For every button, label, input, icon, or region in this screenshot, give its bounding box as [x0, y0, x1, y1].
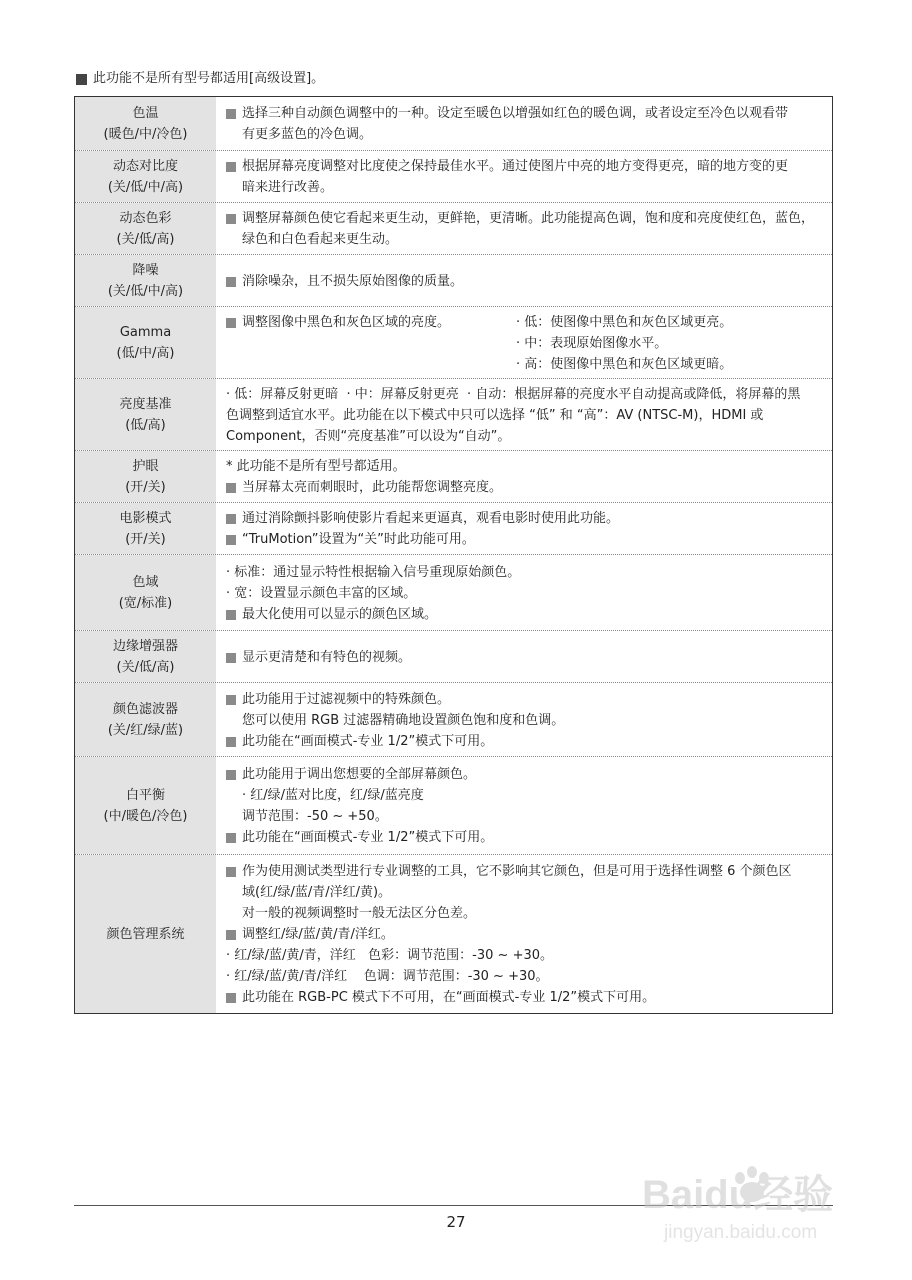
setting-description-cell: [216, 203, 832, 254]
gamma-option-line: · 高：使图像中黑色和灰色区域更暗。: [516, 357, 733, 372]
description-text: 根据屏幕亮度调整对比度使之保持最佳水平。通过使图片中亮的地方变得更亮，暗的地方变的更: [242, 159, 789, 174]
setting-name: 颜色管理系统: [106, 926, 185, 942]
setting-options: (关/低/高): [116, 231, 175, 247]
square-bullet-icon: [226, 867, 236, 877]
description-text: 此功能用于调出您想要的全部屏幕颜色。: [242, 767, 477, 782]
setting-name-cell: [75, 255, 216, 306]
setting-name: 电影模式: [119, 510, 172, 526]
description-text: 最大化使用可以显示的颜色区域。: [242, 606, 438, 622]
description-line: [226, 508, 822, 529]
square-bullet-icon: [226, 162, 236, 172]
description-line: [226, 271, 822, 292]
setting-name: 降噪: [132, 262, 159, 278]
description-text: · 红/绿/蓝对比度，红/绿/蓝亮度: [242, 788, 424, 803]
setting-options: (关/低/中/高): [107, 179, 184, 195]
gamma-option-line: · 中：表现原始图像水平。: [516, 336, 668, 351]
setting-options: (低/中/高): [116, 345, 175, 361]
description-text: 通过消除颤抖影响使影片看起来更逼真，观看电影时使用此功能。: [242, 511, 620, 526]
description-text: 域(红/绿/蓝/青/洋红/黄)。: [242, 885, 392, 900]
description-text: · 红/绿/蓝/黄/青/洋红 色调：调节范围：-30 ~ +30。: [226, 969, 549, 984]
description-line: [226, 405, 822, 426]
description-text: 调整红/绿/蓝/黄/青/洋红。: [242, 927, 394, 942]
description-line: [226, 604, 822, 625]
setting-name: 边缘增强器: [112, 638, 178, 654]
setting-description-cell: [216, 631, 832, 682]
setting-name: 色温: [132, 105, 159, 121]
setting-options: (关/低/高): [116, 659, 175, 675]
page-number: 27: [446, 1213, 466, 1231]
description-line: [226, 827, 822, 848]
baidu-watermark-logo: [642, 1150, 852, 1245]
description-line: [226, 103, 822, 124]
description-text: 此功能在“画面模式-专业 1/2”模式下可用。: [242, 830, 494, 845]
setting-description-cell: [216, 451, 832, 502]
setting-name: 护眼: [132, 458, 159, 474]
description-line: [226, 861, 822, 882]
table-row: [75, 255, 832, 307]
description-line: [226, 477, 822, 498]
setting-name: 动态对比度: [112, 158, 178, 174]
description-line: [226, 689, 822, 710]
description-line: [226, 764, 822, 785]
description-text: 调整图像中黑色和灰色区域的亮度。: [242, 315, 451, 330]
table-row: [75, 631, 832, 683]
setting-name-cell: [75, 307, 216, 378]
setting-description-cell: [216, 97, 832, 150]
description-text: 消除噪杂，且不损失原始图像的质量。: [242, 273, 464, 289]
setting-name-cell: [75, 203, 216, 254]
table-row: [75, 555, 832, 631]
description-line: [226, 945, 822, 966]
description-text: 有更多蓝色的冷色调。: [242, 127, 373, 142]
square-bullet-icon: [226, 930, 236, 940]
header-note: [76, 70, 324, 88]
description-text: 调整屏幕颜色使它看起来更生动，更鲜艳，更清晰。此功能提高色调，饱和度和亮度使红色，蓝色，: [242, 211, 815, 226]
setting-name-cell: [75, 451, 216, 502]
description-text: 此功能在 RGB-PC 模式下不可用，在“画面模式-专业 1/2”模式下可用。: [242, 990, 656, 1005]
description-text: 选择三种自动颜色调整中的一种。设定至暖色以增强如红色的暖色调，或者设定至冷色以观看带: [242, 106, 789, 121]
table-row: [75, 97, 832, 151]
setting-name: 色域: [132, 574, 159, 590]
setting-name: 动态色彩: [119, 210, 172, 226]
square-bullet-icon: [226, 770, 236, 780]
setting-name-cell: [75, 503, 216, 554]
description-line: [226, 785, 822, 806]
description-line: [226, 924, 822, 945]
setting-options: (关/低/中/高): [107, 283, 184, 299]
description-text: 此功能在“画面模式-专业 1/2”模式下可用。: [242, 733, 494, 749]
setting-name: Gamma: [119, 324, 172, 340]
table-row: [75, 451, 832, 503]
setting-description-cell: [216, 255, 832, 306]
description-text: · 红/绿/蓝/黄/青，洋红 色彩：调节范围：-30 ~ +30。: [226, 948, 554, 963]
description-line: [226, 562, 822, 583]
description-line: [226, 647, 822, 668]
description-line: [226, 987, 822, 1008]
description-line: [226, 456, 822, 477]
setting-options: (开/关): [125, 479, 166, 495]
square-bullet-icon: [226, 318, 236, 328]
description-text: · 低：屏幕反射更暗 · 中：屏幕反射更亮 · 自动：根据屏幕的亮度水平自动提高或降低，将屏幕的黑: [226, 386, 801, 402]
description-text: · 标准：通过显示特性根据输入信号重现原始颜色。: [226, 564, 521, 580]
description-line: [226, 731, 822, 752]
description-text: Component，否则“亮度基准”可以设为“自动”。: [226, 428, 511, 444]
table-row: [75, 379, 832, 451]
setting-options: (低/高): [125, 417, 166, 433]
description-text: * 此功能不是所有型号都适用。: [226, 459, 406, 474]
description-line: [226, 229, 822, 250]
description-line: [226, 384, 822, 405]
description-text: “TruMotion”设置为“关”时此功能可用。: [242, 532, 475, 547]
gamma-option-line: · 低：使图像中黑色和灰色区域更亮。: [516, 315, 733, 330]
description-line: [226, 208, 822, 229]
square-bullet-icon: [226, 737, 236, 747]
setting-options: (关/红/绿/蓝): [107, 722, 184, 738]
square-bullet-icon: [226, 535, 236, 545]
description-line: [226, 529, 822, 550]
description-line: [226, 312, 516, 375]
settings-table: [74, 96, 833, 1014]
setting-name-cell: [75, 683, 216, 756]
description-line: [226, 966, 822, 987]
description-text: 作为使用测试类型进行专业调整的工具，它不影响其它颜色，但是可用于选择性调整 6 个颜色区: [242, 864, 792, 879]
square-bullet-icon: [226, 514, 236, 524]
description-line: [226, 806, 822, 827]
table-row: [75, 683, 832, 757]
table-row: [75, 757, 832, 855]
description-line: [226, 583, 822, 604]
setting-name: 颜色滤波器: [112, 701, 178, 717]
setting-name: 亮度基准: [119, 396, 172, 412]
setting-name-cell: [75, 631, 216, 682]
table-row: [75, 151, 832, 203]
square-bullet-icon: [226, 653, 236, 663]
square-bullet-icon: [226, 833, 236, 843]
description-text: 色调整到适宜水平。此功能在以下模式中只可以选择 “低” 和 “高”：AV (NTSC-M)，HDMI 或: [226, 407, 764, 423]
watermark-url-text: jingyan.baidu.com: [664, 1222, 818, 1243]
setting-description-cell: [216, 757, 832, 854]
setting-options: (暖色/中/冷色): [103, 126, 188, 142]
description-text: 绿色和白色看起来更生动。: [242, 232, 399, 247]
setting-description-cell: [216, 855, 832, 1013]
description-line: [226, 710, 822, 731]
setting-description-cell: [216, 307, 832, 378]
setting-options: (开/关): [125, 531, 166, 547]
description-line: [226, 426, 822, 447]
setting-description-cell: [216, 503, 832, 554]
square-bullet-icon: [226, 277, 236, 287]
setting-description-cell: [216, 379, 832, 450]
setting-name: 白平衡: [125, 787, 165, 803]
description-text: 当屏幕太亮而刺眼时，此功能帮您调整亮度。: [242, 480, 503, 495]
description-text: 暗来进行改善。: [242, 180, 334, 195]
setting-description-cell: [216, 555, 832, 630]
description-text: 您可以使用 RGB 过滤器精确地设置颜色饱和度和色调。: [242, 712, 565, 728]
setting-name-cell: [75, 97, 216, 150]
description-text: 此功能用于过滤视频中的特殊颜色。: [242, 691, 451, 707]
square-bullet-icon: [226, 695, 236, 705]
table-row: [75, 307, 832, 379]
square-bullet-icon: [226, 483, 236, 493]
setting-options: (中/暖色/冷色): [103, 808, 188, 824]
setting-name-cell: [75, 855, 216, 1013]
square-bullet-icon: [226, 109, 236, 119]
setting-name-cell: [75, 151, 216, 202]
table-row: [75, 203, 832, 255]
setting-name-cell: [75, 555, 216, 630]
description-line: [226, 177, 822, 198]
watermark-brand-text: Baidu经验: [642, 1173, 834, 1217]
setting-description-cell: [216, 683, 832, 756]
setting-options: (宽/标准): [118, 595, 173, 611]
square-bullet-icon: [76, 74, 87, 85]
description-text: · 宽：设置显示颜色丰富的区域。: [226, 585, 417, 601]
setting-description-cell: [216, 151, 832, 202]
setting-name-cell: [75, 379, 216, 450]
description-line: [226, 882, 822, 903]
description-line: [226, 156, 822, 177]
description-line: [226, 124, 822, 145]
square-bullet-icon: [226, 214, 236, 224]
setting-name-cell: [75, 757, 216, 854]
description-line: [226, 903, 822, 924]
description-text: 显示更清楚和有特色的视频。: [242, 649, 412, 665]
description-text: 对一般的视频调整时一般无法区分色差。: [242, 906, 477, 921]
square-bullet-icon: [226, 610, 236, 620]
table-row: [75, 503, 832, 555]
square-bullet-icon: [226, 993, 236, 1003]
table-row: [75, 855, 832, 1013]
description-text: 调节范围：-50 ~ +50。: [242, 809, 388, 824]
header-note-text: 此功能不是所有型号都适用[高级设置]。: [93, 71, 325, 86]
